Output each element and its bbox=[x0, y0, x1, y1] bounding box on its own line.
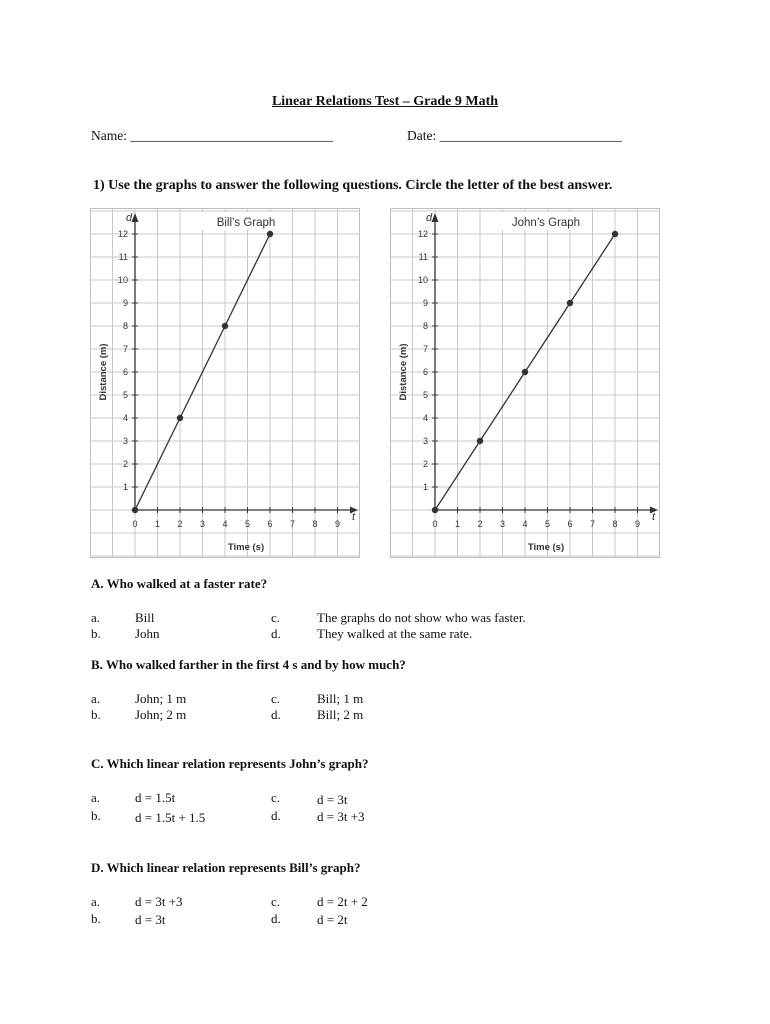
y-tick-label: 12 bbox=[117, 229, 128, 239]
option-letter: d. bbox=[271, 911, 281, 926]
y-tick-label: 8 bbox=[122, 321, 128, 331]
data-point bbox=[612, 231, 618, 237]
option-letter: c. bbox=[271, 894, 281, 909]
date-field[interactable]: Date: ___________________________ bbox=[407, 128, 622, 143]
y-tick-label: 5 bbox=[422, 390, 428, 400]
x-tick-label: 2 bbox=[477, 519, 483, 529]
option-text[interactable]: John; 2 m bbox=[135, 707, 187, 722]
x-tick-label: 3 bbox=[499, 519, 506, 529]
y-tick-label: 9 bbox=[422, 298, 428, 308]
question-c-heading: C. Which linear relation represents John’s graph? bbox=[91, 756, 369, 771]
y-tick-label: 2 bbox=[422, 459, 428, 469]
y-tick-label: 3 bbox=[422, 436, 428, 446]
option-text[interactable]: The graphs do not show who was faster. bbox=[317, 610, 526, 625]
option-text[interactable]: d = 3t +3 bbox=[317, 809, 365, 824]
x-tick-label: 0 bbox=[432, 519, 438, 529]
x-axis-letter: t bbox=[352, 511, 356, 523]
x-tick-label: 4 bbox=[522, 519, 528, 529]
option-letter: b. bbox=[91, 626, 101, 641]
option-letter: b. bbox=[91, 707, 101, 722]
option-letter: a. bbox=[91, 610, 101, 625]
x-tick-label: 8 bbox=[312, 519, 318, 529]
y-tick-label: 12 bbox=[417, 229, 428, 239]
data-point bbox=[222, 323, 228, 329]
question-b-heading: B. Who walked farther in the first 4 s and by how much? bbox=[91, 657, 406, 672]
option-letter: d. bbox=[271, 808, 281, 823]
option-letter: a. bbox=[91, 691, 101, 706]
option-letter: a. bbox=[91, 894, 101, 909]
option-text[interactable]: Bill bbox=[135, 610, 155, 625]
question-a-heading: A. Who walked at a faster rate? bbox=[91, 576, 268, 591]
option-text[interactable]: They walked at the same rate. bbox=[317, 626, 473, 641]
page-title: Linear Relations Test – Grade 9 Math bbox=[271, 94, 499, 109]
y-tick-label: 6 bbox=[122, 367, 128, 377]
question-d-heading: D. Which linear relation represents Bill’s graph? bbox=[91, 860, 361, 875]
name-field[interactable]: Name: ______________________________ bbox=[91, 128, 333, 143]
option-text[interactable]: Bill; 2 m bbox=[317, 707, 364, 722]
x-tick-label: 5 bbox=[544, 519, 551, 529]
x-tick-label: 9 bbox=[334, 519, 341, 529]
data-point bbox=[477, 438, 483, 444]
y-tick-label: 1 bbox=[122, 482, 128, 492]
x-tick-label: 6 bbox=[567, 519, 573, 529]
x-axis-title: Time (s) bbox=[227, 542, 265, 553]
data-point bbox=[432, 507, 438, 513]
option-text[interactable]: Bill; 1 m bbox=[317, 691, 364, 706]
x-tick-label: 6 bbox=[267, 519, 273, 529]
option-letter: b. bbox=[91, 808, 101, 823]
y-tick-label: 10 bbox=[117, 275, 128, 285]
option-letter: a. bbox=[91, 790, 101, 805]
johns-graph bbox=[390, 208, 660, 558]
data-point bbox=[522, 369, 528, 375]
option-letter: b. bbox=[91, 911, 101, 926]
option-text[interactable]: John; 1 m bbox=[135, 691, 187, 706]
option-text[interactable]: d = 3t +3 bbox=[135, 894, 183, 909]
option-text[interactable]: d = 2t + 2 bbox=[317, 894, 368, 909]
x-tick-label: 7 bbox=[289, 519, 296, 529]
x-tick-label: 0 bbox=[132, 519, 138, 529]
data-point bbox=[267, 231, 273, 237]
x-tick-label: 1 bbox=[454, 519, 461, 529]
x-tick-label: 2 bbox=[177, 519, 183, 529]
data-point bbox=[567, 300, 573, 306]
chart-title: Bill’s Graph bbox=[216, 217, 276, 229]
option-letter: c. bbox=[271, 691, 281, 706]
y-tick-label: 5 bbox=[122, 390, 128, 400]
option-text[interactable]: d = 3t bbox=[135, 912, 166, 927]
y-axis-title: Distance (m) bbox=[98, 343, 109, 401]
option-text[interactable]: d = 3t bbox=[317, 792, 348, 807]
x-axis-title: Time (s) bbox=[527, 542, 565, 553]
y-tick-label: 8 bbox=[422, 321, 428, 331]
y-axis-letter: d bbox=[126, 212, 133, 224]
y-tick-label: 6 bbox=[422, 367, 428, 377]
y-tick-label: 7 bbox=[122, 344, 128, 354]
y-axis-letter: d bbox=[426, 212, 433, 224]
option-letter: d. bbox=[271, 626, 281, 641]
y-tick-label: 11 bbox=[418, 252, 428, 262]
x-tick-label: 8 bbox=[612, 519, 618, 529]
y-tick-label: 4 bbox=[122, 413, 128, 423]
option-letter: c. bbox=[271, 790, 281, 805]
johns-graph-svg bbox=[390, 208, 660, 558]
x-tick-label: 3 bbox=[199, 519, 206, 529]
y-tick-label: 11 bbox=[118, 252, 128, 262]
x-tick-label: 7 bbox=[589, 519, 596, 529]
y-tick-label: 2 bbox=[122, 459, 128, 469]
option-text[interactable]: d = 2t bbox=[317, 912, 348, 927]
option-letter: d. bbox=[271, 707, 281, 722]
option-letter: c. bbox=[271, 610, 281, 625]
option-text[interactable]: d = 1.5t bbox=[135, 790, 176, 805]
x-tick-label: 1 bbox=[154, 519, 161, 529]
x-tick-label: 4 bbox=[222, 519, 228, 529]
y-tick-label: 10 bbox=[417, 275, 428, 285]
question-1-instructions: 1) Use the graphs to answer the following questions. Circle the letter of the best answer. bbox=[93, 178, 613, 193]
chart-title: John’s Graph bbox=[511, 217, 581, 229]
option-text[interactable]: John bbox=[135, 626, 160, 641]
data-point bbox=[132, 507, 138, 513]
x-axis-letter: t bbox=[652, 511, 656, 523]
y-axis-title: Distance (m) bbox=[398, 343, 409, 401]
bills-graph bbox=[90, 208, 360, 558]
x-tick-label: 9 bbox=[634, 519, 641, 529]
x-tick-label: 5 bbox=[244, 519, 251, 529]
y-tick-label: 9 bbox=[122, 298, 128, 308]
y-tick-label: 7 bbox=[422, 344, 428, 354]
data-point bbox=[177, 415, 183, 421]
bills-graph-svg bbox=[90, 208, 360, 558]
y-tick-label: 3 bbox=[122, 436, 128, 446]
option-text[interactable]: d = 1.5t + 1.5 bbox=[135, 810, 206, 825]
y-tick-label: 4 bbox=[422, 413, 428, 423]
y-tick-label: 1 bbox=[422, 482, 428, 492]
